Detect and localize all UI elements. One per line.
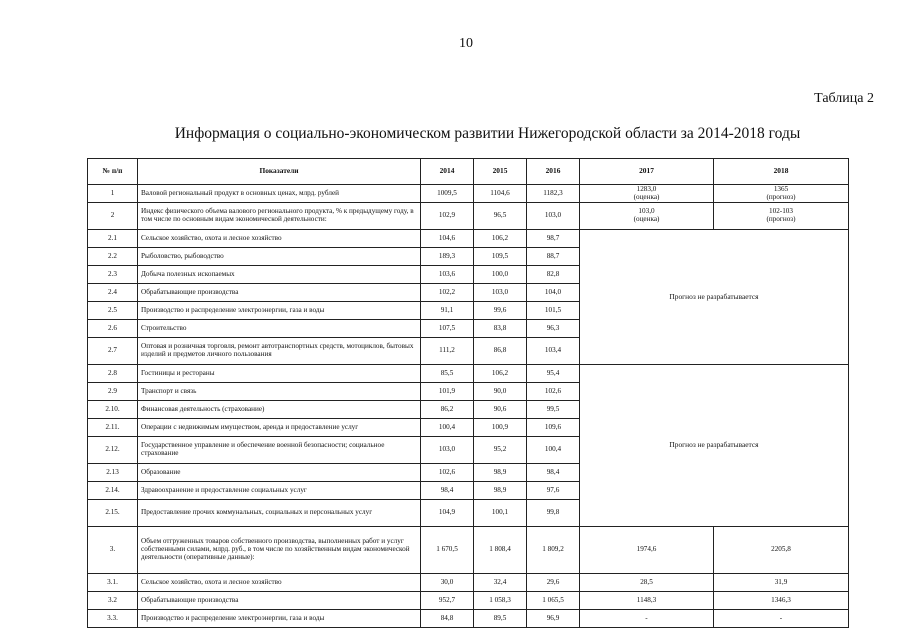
value-2014: 107,5 xyxy=(421,320,474,338)
row-name: Валовой региональный продукт в основных ценах, млрд. рублей xyxy=(138,185,421,203)
row-name: Оптовая и розничная торговля, ремонт автотранспортных средств, мотоциклов, бытовых изделий и предметов личного пользования xyxy=(138,338,421,365)
value-2017: 1283,0 (оценка) xyxy=(580,185,714,203)
value-2016: 101,5 xyxy=(527,302,580,320)
row-num: 2.11. xyxy=(88,419,138,437)
value-2016: 98,7 xyxy=(527,230,580,248)
value-2016: 88,7 xyxy=(527,248,580,266)
row-num: 2.3 xyxy=(88,266,138,284)
row-num: 3.2 xyxy=(88,592,138,610)
value-2016: 1 065,5 xyxy=(527,592,580,610)
value-2014: 30,0 xyxy=(421,574,474,592)
value-2015: 1 058,3 xyxy=(474,592,527,610)
value-2014: 104,9 xyxy=(421,500,474,527)
value-2014: 101,9 xyxy=(421,383,474,401)
value-2015: 100,9 xyxy=(474,419,527,437)
value-2015: 98,9 xyxy=(474,482,527,500)
value-2018: 1365 (прогноз) xyxy=(714,185,849,203)
value-2016: 1 809,2 xyxy=(527,527,580,574)
value-2016: 1182,3 xyxy=(527,185,580,203)
header-indicator: Показатели xyxy=(138,159,421,185)
table-row xyxy=(88,610,849,628)
row-num: 2.9 xyxy=(88,383,138,401)
value-2014: 1009,5 xyxy=(421,185,474,203)
header-2016: 2016 xyxy=(527,159,580,185)
value-2014: 103,6 xyxy=(421,266,474,284)
table-row xyxy=(88,527,849,574)
value-2014: 1 670,5 xyxy=(421,527,474,574)
row-name: Гостиницы и рестораны xyxy=(138,365,421,383)
value-2015: 90,0 xyxy=(474,383,527,401)
value-2014: 102,6 xyxy=(421,464,474,482)
value-2016: 104,0 xyxy=(527,284,580,302)
value-2016: 99,8 xyxy=(527,500,580,527)
row-name: Здравоохранение и предоставление социальных услуг xyxy=(138,482,421,500)
row-num: 2.8 xyxy=(88,365,138,383)
value-2015: 106,2 xyxy=(474,230,527,248)
value-2015: 103,0 xyxy=(474,284,527,302)
value-2018: 2205,8 xyxy=(714,527,849,574)
row-num: 2.12. xyxy=(88,437,138,464)
value-2016: 98,4 xyxy=(527,464,580,482)
header-2018: 2018 xyxy=(714,159,849,185)
row-name: Образование xyxy=(138,464,421,482)
page-number: 10 xyxy=(459,36,473,51)
value-2014: 91,1 xyxy=(421,302,474,320)
value-2015: 90,6 xyxy=(474,401,527,419)
value-2018: 102-103 (прогноз) xyxy=(714,203,849,230)
row-name: Предоставление прочих коммунальных, социальных и персональных услуг xyxy=(138,500,421,527)
value-2015: 100,0 xyxy=(474,266,527,284)
table-row xyxy=(88,230,849,248)
row-num: 2.2 xyxy=(88,248,138,266)
row-name: Объем отгруженных товаров собственного производства, выполненных работ и услуг собственными силами, млрд. руб., в том числе по хозяйственным видам экономической деятельности (оперативные данные): xyxy=(138,527,421,574)
row-num: 3. xyxy=(88,527,138,574)
table-label: Таблица 2 xyxy=(814,91,874,106)
forecast-not-developed-note: Прогноз не разрабатывается xyxy=(580,365,849,527)
value-2014: 98,4 xyxy=(421,482,474,500)
value-2016: 102,6 xyxy=(527,383,580,401)
value-2015: 32,4 xyxy=(474,574,527,592)
table-row xyxy=(88,185,849,203)
row-name: Государственное управление и обеспечение военной безопасности; социальное страхование xyxy=(138,437,421,464)
document-title: Информация о социально-экономическом развитии Нижегородской области за 2014-2018 годы xyxy=(174,125,801,142)
value-2018: - xyxy=(714,610,849,628)
value-2015: 106,2 xyxy=(474,365,527,383)
row-name: Обрабатывающие производства xyxy=(138,284,421,302)
value-2017: 1148,3 xyxy=(580,592,714,610)
value-2016: 103,4 xyxy=(527,338,580,365)
value-2015: 99,6 xyxy=(474,302,527,320)
value-2017: 1974,6 xyxy=(580,527,714,574)
indicators-table xyxy=(87,158,849,628)
value-2015: 100,1 xyxy=(474,500,527,527)
value-2018: 31,9 xyxy=(714,574,849,592)
value-2015: 98,9 xyxy=(474,464,527,482)
value-2014: 85,5 xyxy=(421,365,474,383)
value-2016: 99,5 xyxy=(527,401,580,419)
value-2016: 96,3 xyxy=(527,320,580,338)
value-2014: 84,8 xyxy=(421,610,474,628)
value-2017: 103,0 (оценка) xyxy=(580,203,714,230)
header-2017: 2017 xyxy=(580,159,714,185)
row-num: 2.15. xyxy=(88,500,138,527)
table-row xyxy=(88,365,849,383)
row-name: Операции с недвижимым имуществом, аренда и предоставление услуг xyxy=(138,419,421,437)
value-2015: 1 808,4 xyxy=(474,527,527,574)
value-2016: 82,8 xyxy=(527,266,580,284)
value-2014: 952,7 xyxy=(421,592,474,610)
row-name: Рыболовство, рыбоводство xyxy=(138,248,421,266)
value-2018: 1346,3 xyxy=(714,592,849,610)
value-2015: 86,8 xyxy=(474,338,527,365)
table-row xyxy=(88,592,849,610)
value-2015: 1104,6 xyxy=(474,185,527,203)
row-name: Производство и распределение электроэнергии, газа и воды xyxy=(138,302,421,320)
row-num: 2.7 xyxy=(88,338,138,365)
value-2016: 95,4 xyxy=(527,365,580,383)
value-2014: 102,9 xyxy=(421,203,474,230)
row-num: 2.6 xyxy=(88,320,138,338)
value-2014: 100,4 xyxy=(421,419,474,437)
value-2014: 111,2 xyxy=(421,338,474,365)
value-2016: 109,6 xyxy=(527,419,580,437)
row-num: 2.14. xyxy=(88,482,138,500)
header-num: № п/п xyxy=(88,159,138,185)
table-row xyxy=(88,574,849,592)
row-num: 3.1. xyxy=(88,574,138,592)
row-num: 1 xyxy=(88,185,138,203)
row-name: Строительство xyxy=(138,320,421,338)
value-2017: - xyxy=(580,610,714,628)
value-2016: 103,0 xyxy=(527,203,580,230)
row-num: 2 xyxy=(88,203,138,230)
value-2016: 97,6 xyxy=(527,482,580,500)
header-2015: 2015 xyxy=(474,159,527,185)
row-name: Финансовая деятельность (страхование) xyxy=(138,401,421,419)
row-num: 2.13 xyxy=(88,464,138,482)
value-2014: 103,0 xyxy=(421,437,474,464)
value-2016: 100,4 xyxy=(527,437,580,464)
row-num: 2.4 xyxy=(88,284,138,302)
forecast-not-developed-note: Прогноз не разрабатывается xyxy=(580,230,849,365)
row-name: Транспорт и связь xyxy=(138,383,421,401)
value-2014: 189,3 xyxy=(421,248,474,266)
row-name: Сельское хозяйство, охота и лесное хозяйство xyxy=(138,574,421,592)
value-2016: 96,9 xyxy=(527,610,580,628)
value-2015: 96,5 xyxy=(474,203,527,230)
row-num: 3.3. xyxy=(88,610,138,628)
row-name: Обрабатывающие производства xyxy=(138,592,421,610)
row-name: Индекс физического объема валового регионального продукта, % к предыдущему году, в том числе по основным видам экономической деятельности: xyxy=(138,203,421,230)
row-name: Производство и распределение электроэнергии, газа и воды xyxy=(138,610,421,628)
row-num: 2.5 xyxy=(88,302,138,320)
value-2017: 28,5 xyxy=(580,574,714,592)
value-2015: 109,5 xyxy=(474,248,527,266)
value-2015: 95,2 xyxy=(474,437,527,464)
value-2016: 29,6 xyxy=(527,574,580,592)
value-2015: 83,8 xyxy=(474,320,527,338)
row-num: 2.10. xyxy=(88,401,138,419)
row-name: Сельское хозяйство, охота и лесное хозяйство xyxy=(138,230,421,248)
table-row xyxy=(88,203,849,230)
row-name: Добыча полезных ископаемых xyxy=(138,266,421,284)
value-2014: 104,6 xyxy=(421,230,474,248)
value-2015: 89,5 xyxy=(474,610,527,628)
value-2014: 102,2 xyxy=(421,284,474,302)
value-2014: 86,2 xyxy=(421,401,474,419)
row-num: 2.1 xyxy=(88,230,138,248)
header-2014: 2014 xyxy=(421,159,474,185)
table-header-row xyxy=(88,159,849,185)
